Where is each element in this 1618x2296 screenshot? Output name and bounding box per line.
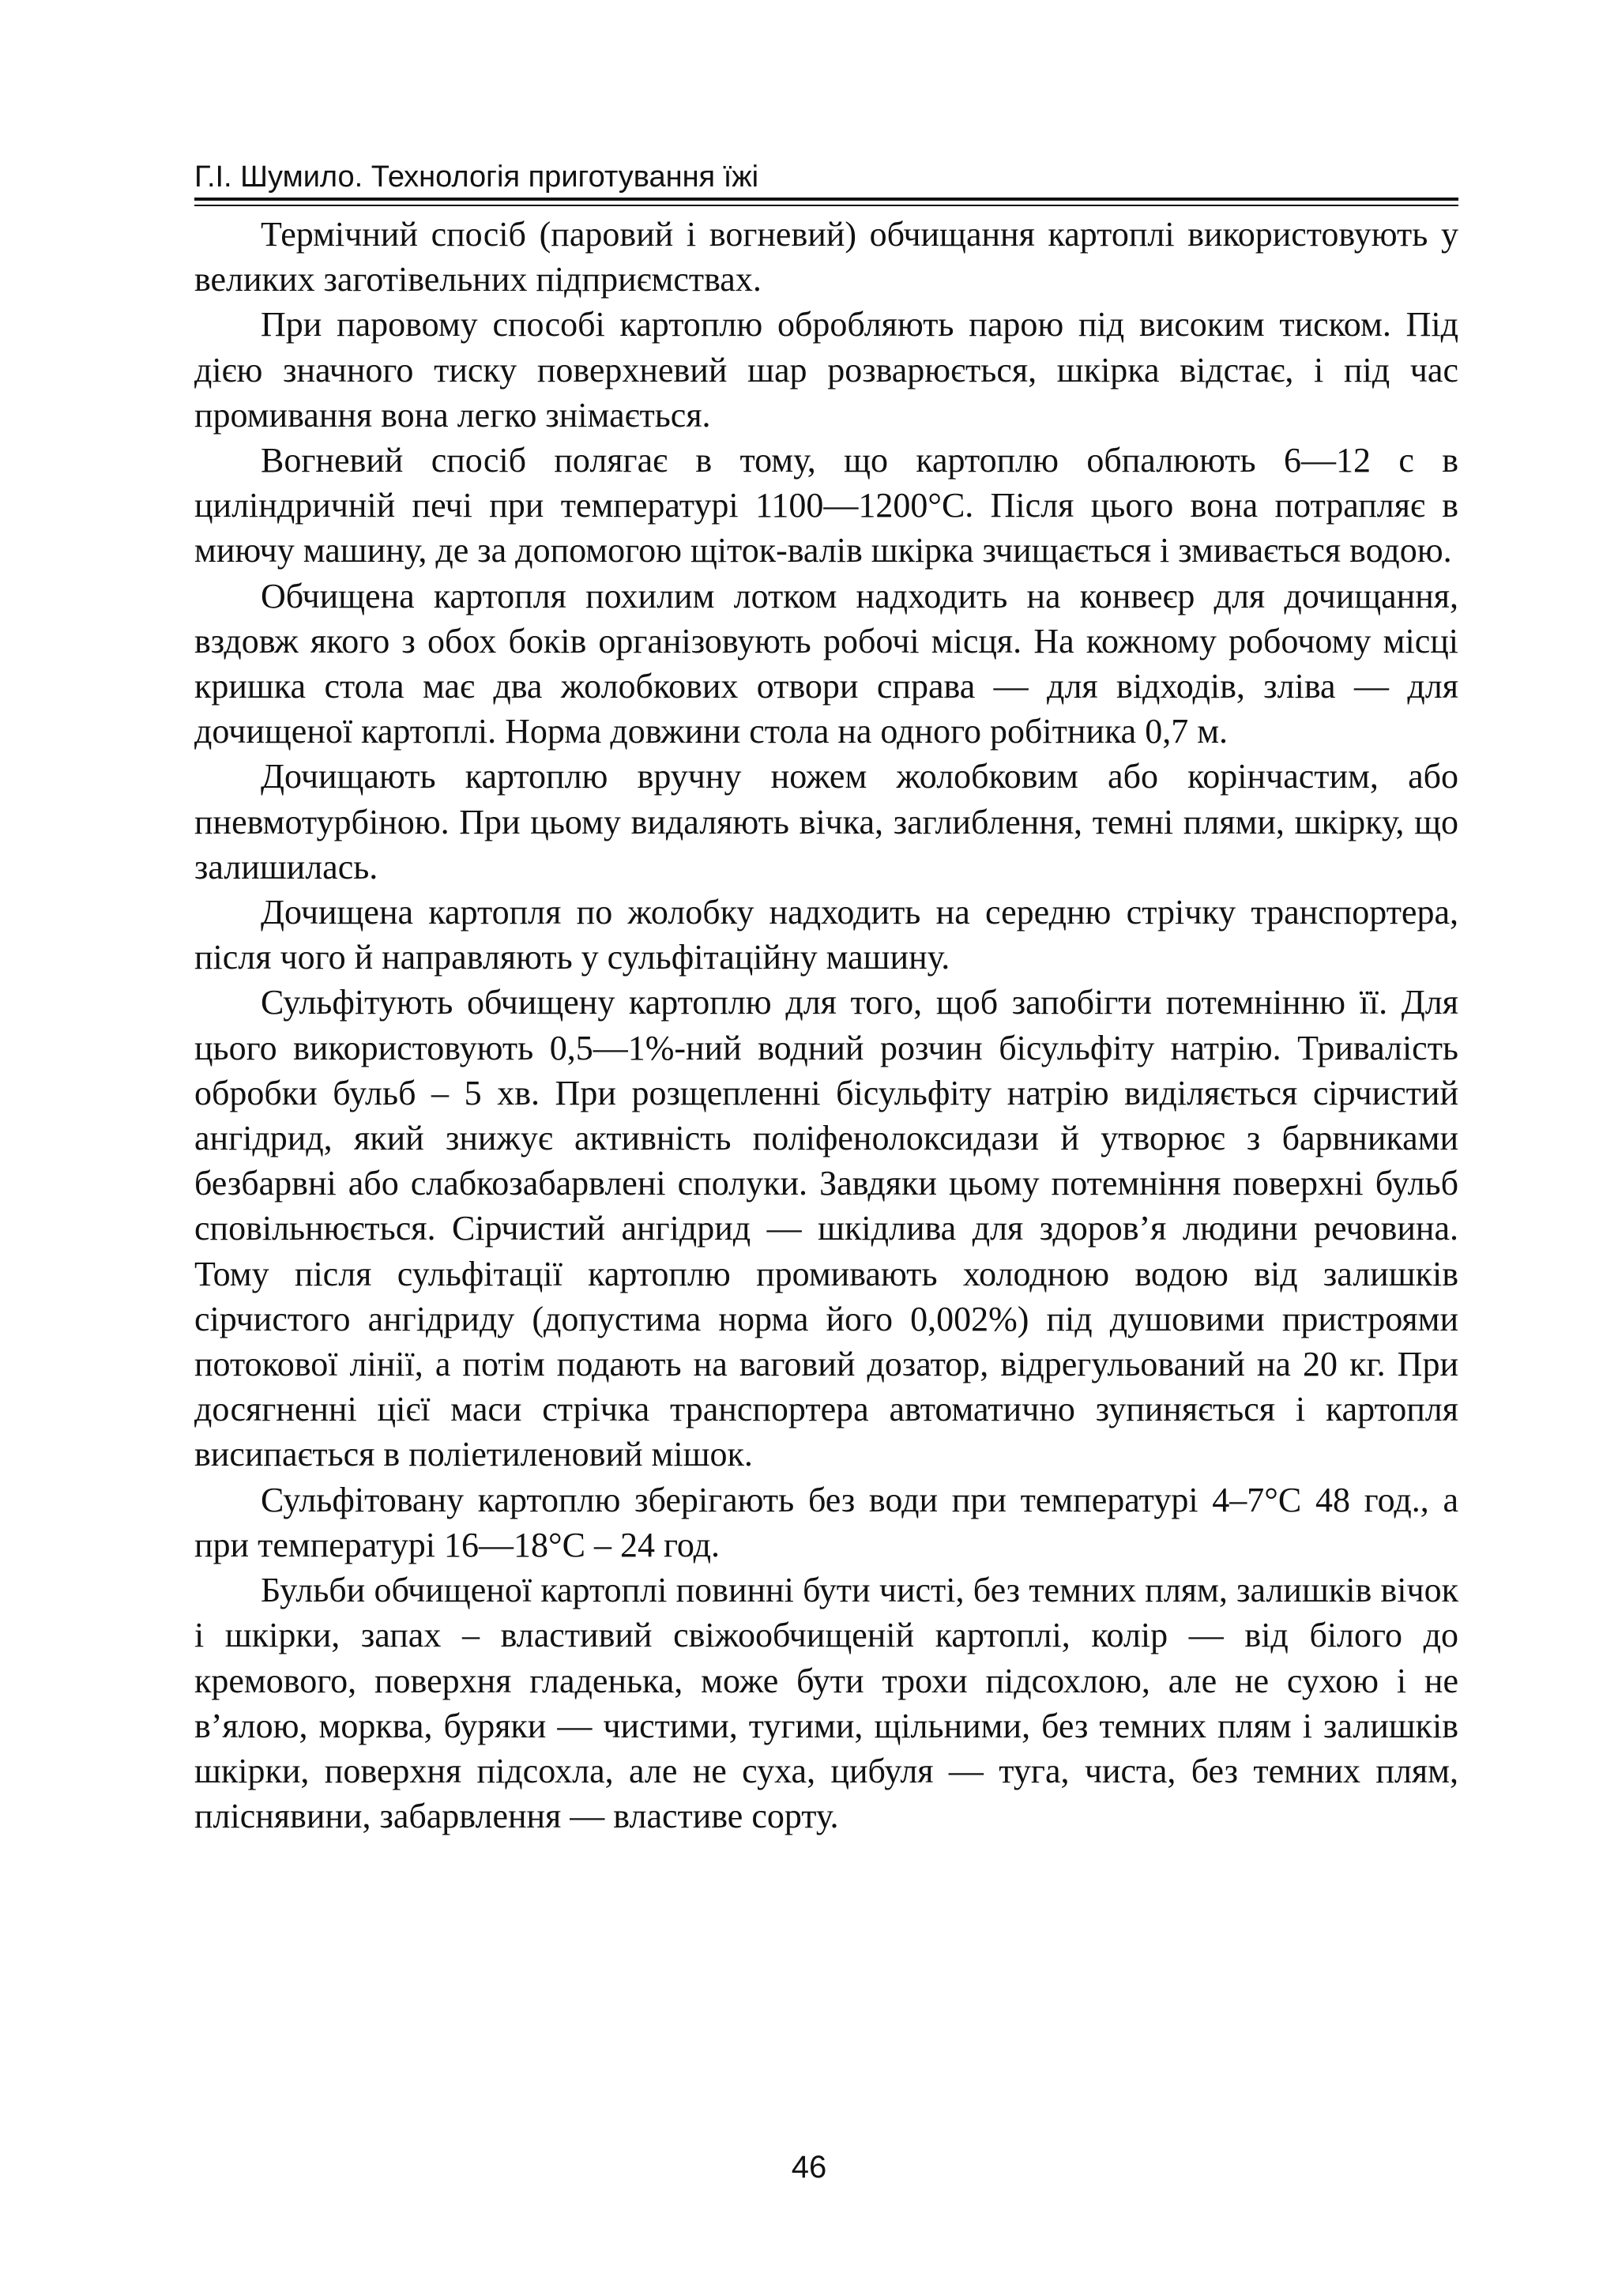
paragraph-conveyor: Обчищена картопля похилим лотком надходить на конвеєр для дочищання, вздовж якого з обох боків організовують робочі місця. На кожному робочому місці кришка стола має два жолобкових отвори справа — для відходів, зліва — для дочищеної картоплі. Норма довжини стола на одного робітника 0,7 м.	[194, 576, 1458, 751]
paragraph-sulfitation: Сульфітують обчищену картоплю для того, щоб запобігти потемнінню її. Для цього використовують 0,5—1%-ний водний розчин бісульфіту натрію. Тривалість обробки бульб – 5 хв. При розщепленні бісульфіту натрію виділяється сірчистий ангідрид, який знижує активність поліфенолоксидази й утворює з барвниками безбарвні або слабкозабарвлені сполуки. Завдяки цьому потемніння поверхні бульб сповільнюється. Сірчистий ангідрид — шкідлива для здоров’я людини речовина. Тому після сульфітації картоплю промивають холодною водою від залишків сірчистого ангідриду (допустима норма його 0,002%) під душовими пристроями потокової лінії, а потім подають на ваговий дозатор, відрегульований на 20 кг. При досягненні цієї маси стрічка транспортера автоматично зупиняється і картопля висипається в поліетиленовий мішок.	[194, 983, 1458, 1474]
running-header: Г.І. Шумило. Технологія приготування їжі	[194, 160, 759, 194]
paragraph-thermal-method: Термічний спосіб (паровий і вогневий) обчищання картоплі використовують у великих заготівельних підприємствах.	[194, 215, 1458, 299]
paragraph-storage: Сульфітовану картоплю зберігають без води при температурі 4–7°С 48 год., а при температурі 16—18°С – 24 год.	[194, 1480, 1458, 1564]
paragraph-fire-method: Вогневий спосіб полягає в тому, що картоплю обпалюють 6—12 с в циліндричній печі при температурі 1100—1200°С. Після цього вона потрапляє в миючу машину, де за допомогою щіток-валів шкірка зчищається і змивається водою.	[194, 441, 1458, 570]
header-rule-thick	[194, 198, 1458, 201]
paragraph-steam-method: При паровому способі картоплю обробляють парою під високим тиском. Під дією значного тиску поверхневий шар розварюється, шкірка відстає, і під час промивання вона легко знімається.	[194, 305, 1458, 435]
body-text	[194, 212, 1458, 1839]
paragraph-quality-requirements: Бульби обчищеної картоплі повинні бути чисті, без темних плям, залишків вічок і шкірки, запах – властивий свіжообчищеній картоплі, колір — від білого до кремового, поверхня гладенька, може бути трохи підсохлою, але не сухою і не в’ялою, морква, буряки — чистими, тугими, щільними, без темних плям і залишків шкірки, поверхня підсохла, але не суха, цибуля — туга, чиста, без темних плям, плiснявини, забарвлення — властиве сорту.	[194, 1571, 1458, 1836]
page-number: 46	[791, 2150, 827, 2185]
header-rule-thin	[194, 205, 1458, 206]
paragraph-transporter: Дочищена картопля по жолобку надходить на середню стрічку транспортера, після чого й направляють у сульфітаційну машину.	[194, 893, 1458, 977]
paragraph-manual-peeling: Дочищають картоплю вручну ножем жолобковим або корінчастим, або пневмотурбіною. При цьому видаляють вічка, заглиблення, темні плями, шкірку, що залишилась.	[194, 757, 1458, 886]
